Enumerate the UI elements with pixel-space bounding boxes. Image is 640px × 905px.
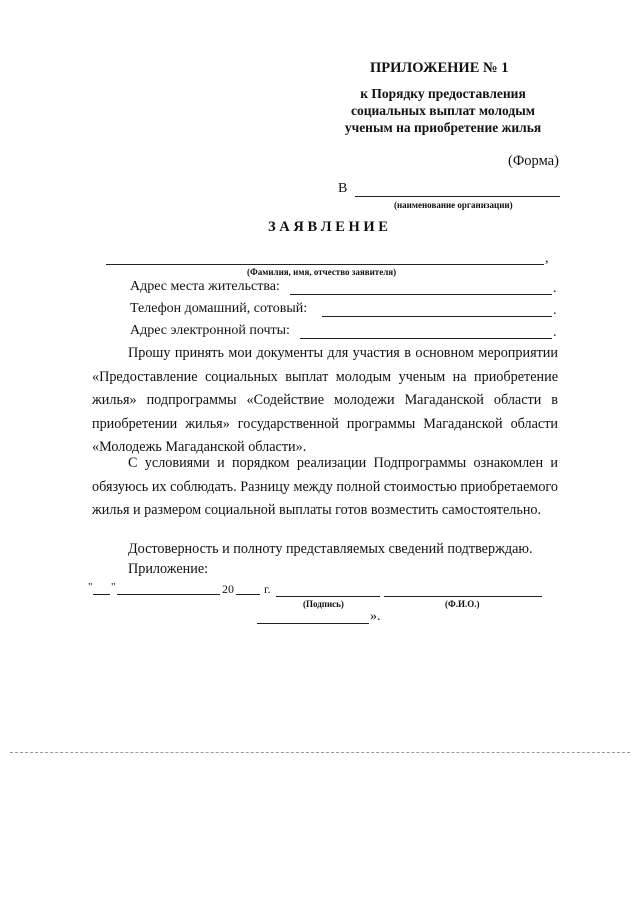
email-end: . <box>553 325 557 340</box>
appendix-title: ПРИЛОЖЕНИЕ № 1 <box>370 60 509 76</box>
subtitle-line: социальных выплат молодым <box>350 103 535 118</box>
confirmation-text: Достоверность и полноту представляемых сведений подтверждаю. <box>128 541 533 557</box>
conditions-paragraph <box>92 452 558 523</box>
conditions-text: С условиями и порядком реализации Подпрограммы ознакомлен и обязуюсь их соблюдать. Разницу между полной стоимостью приобретаемого жилья и размером социальной выплаты готов возместить самостоятельно. <box>92 455 558 518</box>
date-quote-open: " <box>88 581 93 593</box>
subtitle-line: ученым на приобретение жилья <box>344 120 542 135</box>
phone-label: Телефон домашний, сотовый: <box>130 301 308 316</box>
full-name-field[interactable] <box>384 596 542 597</box>
addressee-prefix: В <box>338 181 348 196</box>
confirmation-paragraph <box>92 538 558 562</box>
email-field[interactable] <box>300 338 552 339</box>
signature-caption: (Подпись) <box>303 599 344 609</box>
page-divider <box>10 752 630 753</box>
addressee-line[interactable] <box>355 196 560 197</box>
applicant-caption: (Фамилия, имя, отчество заявителя) <box>247 267 397 277</box>
full-name-caption: (Ф.И.О.) <box>445 599 480 609</box>
residence-address-label: Адрес места жительства: <box>130 279 280 294</box>
residence-address-field[interactable] <box>290 294 552 295</box>
subtitle-line: к Порядку предоставления <box>360 86 526 101</box>
closing-mark: ». <box>370 609 381 624</box>
statement-title: З А Я В Л Е Н И Е <box>268 219 388 235</box>
year-suffix: г. <box>264 582 271 596</box>
applicant-name-line[interactable] <box>106 264 544 265</box>
attachment-label: Приложение: <box>128 561 209 577</box>
signature-field[interactable] <box>276 596 380 597</box>
date-year-field[interactable] <box>236 594 260 595</box>
form-label: (Форма) <box>508 153 559 169</box>
closing-field[interactable] <box>257 623 369 624</box>
date-month-field[interactable] <box>117 594 220 595</box>
phone-end: . <box>553 303 557 318</box>
date-quote-close: " <box>111 581 116 593</box>
residence-address-end: . <box>553 281 557 296</box>
phone-field[interactable] <box>322 316 552 317</box>
request-paragraph <box>92 342 558 460</box>
year-prefix: 20 <box>222 582 234 596</box>
applicant-line-comma: , <box>545 251 549 266</box>
email-label: Адрес электронной почты: <box>130 323 290 338</box>
addressee-caption: (наименование организации) <box>394 200 513 210</box>
appendix-subtitle <box>318 85 568 136</box>
date-day-field[interactable] <box>93 594 110 595</box>
request-text: Прошу принять мои документы для участия в основном мероприятии «Предоставление социальных выплат молодым ученым на приобретение жилья» подпрограммы «Содействие молодежи Магаданской области в приобретении жилья» государственной программы Магаданской области «Молодежь Магаданской области». <box>92 345 558 455</box>
